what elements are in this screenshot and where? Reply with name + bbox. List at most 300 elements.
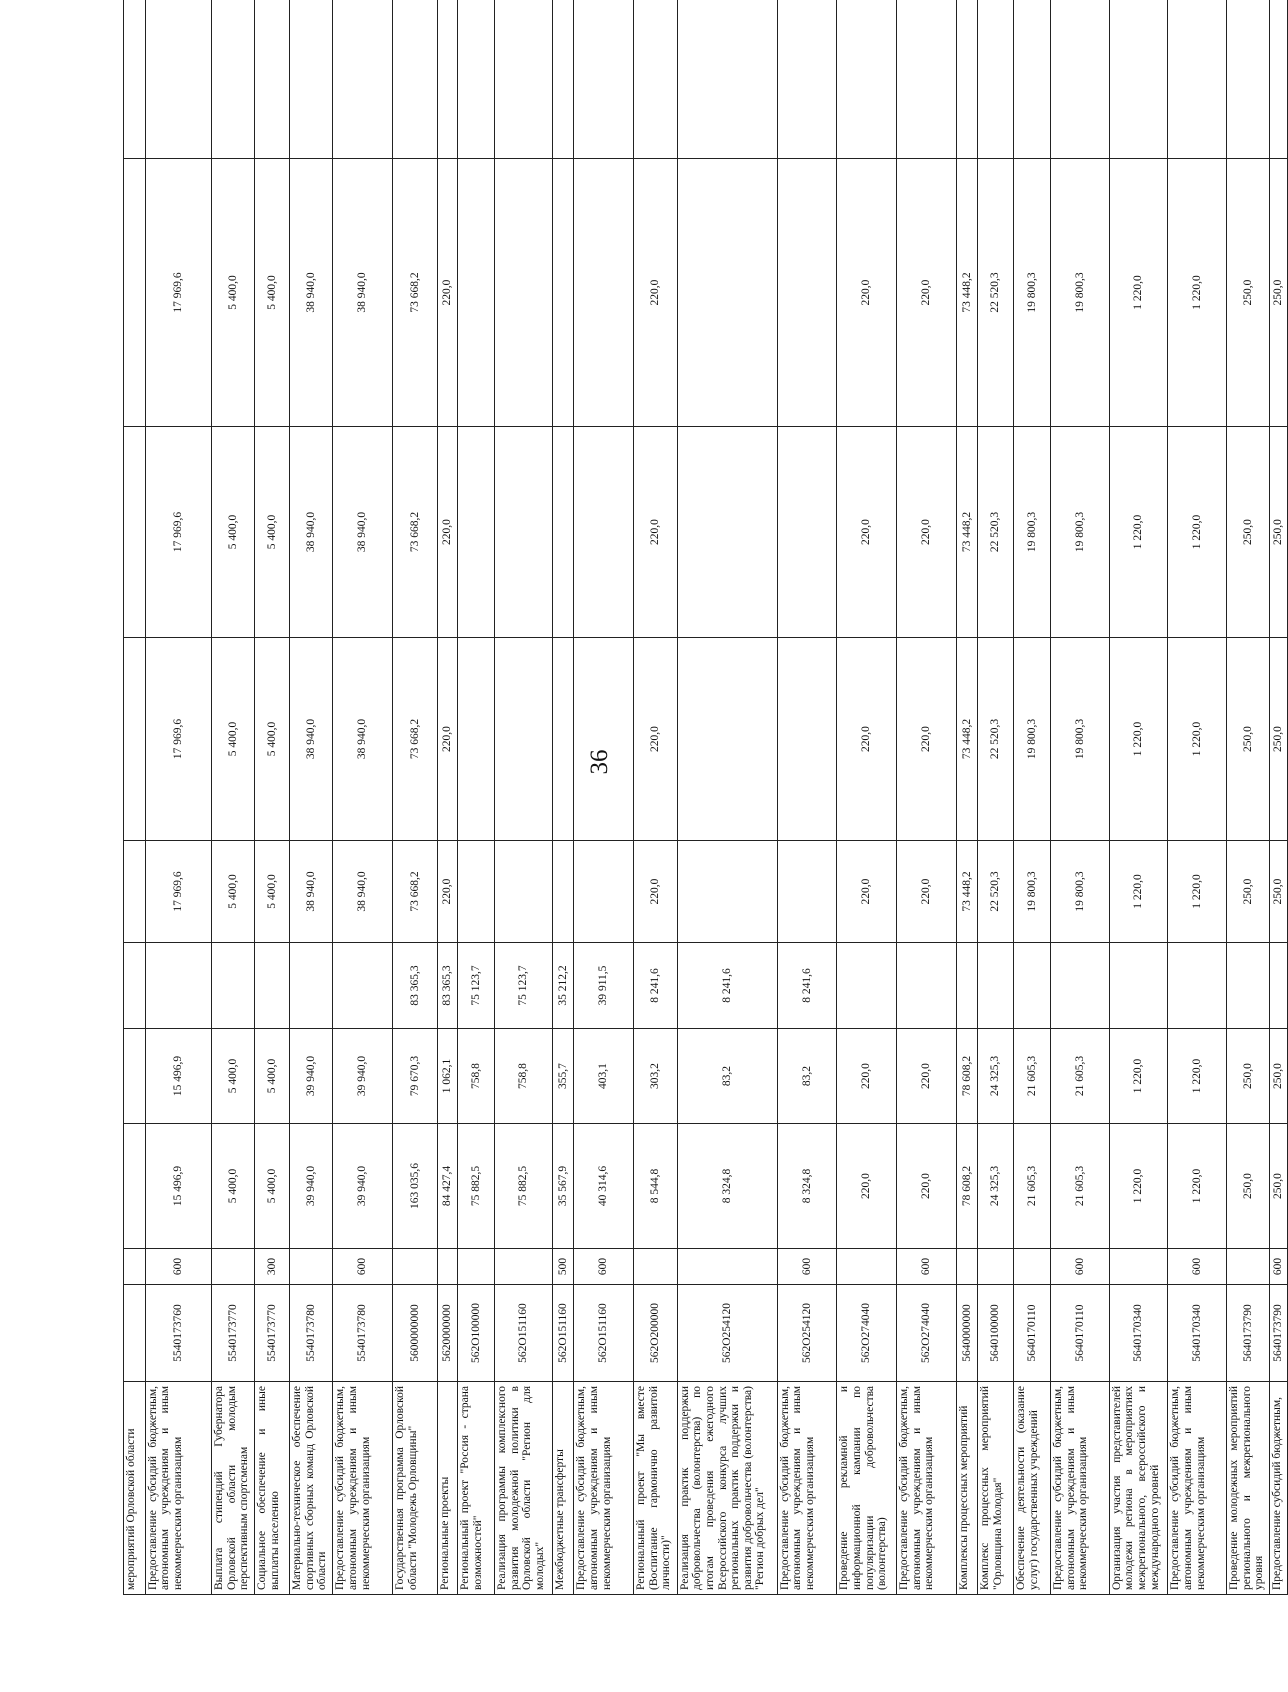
amount-cell-v2: 758,8 — [495, 1029, 553, 1124]
amount-cell-v4 — [458, 841, 495, 943]
amount-cell-v2: 39 940,0 — [333, 1029, 393, 1124]
amount-cell-v2: 21 605,3 — [1014, 1029, 1051, 1124]
target-code-cell: 5640170340 — [1109, 1285, 1168, 1382]
amount-cell-v5 — [124, 638, 146, 841]
row-name-cell: Социальное обеспечение и иные выплаты населению — [255, 1382, 290, 1595]
amount-cell-v7: 38 940,0 — [333, 159, 393, 427]
amount-cell-v6 — [677, 427, 777, 638]
expense-type-cell — [1014, 1249, 1051, 1285]
amount-cell-v4: 19 800,3 — [1014, 841, 1051, 943]
amount-cell-v5: 220,0 — [634, 638, 677, 841]
table-row — [124, 0, 146, 1595]
amount-cell-v3 — [978, 943, 1014, 1029]
empty-cell — [437, 0, 458, 159]
row-name-cell: Региональные проекты — [437, 1382, 458, 1595]
amount-cell-v6 — [777, 427, 837, 638]
target-code-cell: 5640173790 — [1270, 1285, 1288, 1382]
amount-cell-v4: 17 969,6 — [145, 841, 211, 943]
amount-cell-v4 — [677, 841, 777, 943]
expense-type-cell: 600 — [896, 1249, 956, 1285]
table-row — [1014, 0, 1051, 1595]
row-name-cell: Предоставление субсидий бюджетным, автономным учреждениям и иным некоммерческим организациям — [574, 1382, 634, 1595]
expense-type-cell: 600 — [574, 1249, 634, 1285]
amount-cell-v7 — [458, 159, 495, 427]
amount-cell-v5: 5 400,0 — [211, 638, 254, 841]
target-code-cell: 5640173790 — [1227, 1285, 1270, 1382]
row-name-cell: Предоставление субсидий бюджетным, автономным учреждениям и иным некоммерческим организациям — [145, 1382, 211, 1595]
empty-cell — [552, 0, 574, 159]
amount-cell-v3: 75 123,7 — [495, 943, 553, 1029]
expense-type-cell — [211, 1249, 254, 1285]
expense-type-cell — [495, 1249, 553, 1285]
amount-cell-v3 — [1270, 943, 1288, 1029]
table-row — [677, 0, 777, 1595]
amount-cell-v5: 73 668,2 — [393, 638, 438, 841]
table-row — [211, 0, 254, 1595]
amount-cell-v2: 1 220,0 — [1168, 1029, 1227, 1124]
expense-type-cell — [437, 1249, 458, 1285]
row-name-cell: Межбюджетные трансферты — [552, 1382, 574, 1595]
target-code-cell: 562O254120 — [677, 1285, 777, 1382]
table-row — [1270, 0, 1288, 1595]
amount-cell-v3: 83 365,3 — [437, 943, 458, 1029]
amount-cell-v2: 5 400,0 — [255, 1029, 290, 1124]
amount-cell-v1: 5 400,0 — [211, 1124, 254, 1249]
amount-cell-v2: 758,8 — [458, 1029, 495, 1124]
amount-cell-v7 — [552, 159, 574, 427]
empty-cell — [495, 0, 553, 159]
amount-cell-v1: 5 400,0 — [255, 1124, 290, 1249]
expense-type-cell — [393, 1249, 438, 1285]
amount-cell-v1: 39 940,0 — [290, 1124, 333, 1249]
amount-cell-v5 — [552, 638, 574, 841]
table-row — [333, 0, 393, 1595]
empty-cell — [1109, 0, 1168, 159]
empty-cell — [1227, 0, 1270, 159]
expense-type-cell — [1227, 1249, 1270, 1285]
amount-cell-v6: 38 940,0 — [290, 427, 333, 638]
table-row — [634, 0, 677, 1595]
amount-cell-v4: 19 800,3 — [1051, 841, 1110, 943]
amount-cell-v1: 250,0 — [1270, 1124, 1288, 1249]
empty-cell — [1051, 0, 1110, 159]
empty-cell — [1168, 0, 1227, 159]
rotated-table-wrapper — [123, 0, 1288, 1595]
row-name-cell: Региональный проект "Мы вместе (Воспитание гармонично развитой личности)" — [634, 1382, 677, 1595]
amount-cell-v3 — [896, 943, 956, 1029]
amount-cell-v4: 220,0 — [634, 841, 677, 943]
amount-cell-v3: 75 123,7 — [458, 943, 495, 1029]
amount-cell-v5 — [777, 638, 837, 841]
empty-cell — [211, 0, 254, 159]
amount-cell-v1: 250,0 — [1227, 1124, 1270, 1249]
row-name-cell: мероприятий Орловской области — [124, 1382, 146, 1595]
table-row — [437, 0, 458, 1595]
table-row — [495, 0, 553, 1595]
amount-cell-v7: 250,0 — [1270, 159, 1288, 427]
amount-cell-v3: 8 241,6 — [634, 943, 677, 1029]
amount-cell-v1: 1 220,0 — [1168, 1124, 1227, 1249]
empty-cell — [956, 0, 978, 159]
amount-cell-v6: 73 448,2 — [956, 427, 978, 638]
amount-cell-v2: 78 608,2 — [956, 1029, 978, 1124]
amount-cell-v7: 19 800,3 — [1014, 159, 1051, 427]
amount-cell-v5: 1 220,0 — [1168, 638, 1227, 841]
amount-cell-v3 — [1109, 943, 1168, 1029]
amount-cell-v3: 35 212,2 — [552, 943, 574, 1029]
table-row — [1051, 0, 1110, 1595]
amount-cell-v4: 250,0 — [1270, 841, 1288, 943]
amount-cell-v1: 21 605,3 — [1014, 1124, 1051, 1249]
amount-cell-v7: 5 400,0 — [211, 159, 254, 427]
amount-cell-v4: 22 520,3 — [978, 841, 1014, 943]
amount-cell-v4 — [777, 841, 837, 943]
empty-cell — [255, 0, 290, 159]
amount-cell-v4 — [495, 841, 553, 943]
amount-cell-v4 — [574, 841, 634, 943]
amount-cell-v5: 220,0 — [837, 638, 897, 841]
amount-cell-v5: 250,0 — [1270, 638, 1288, 841]
expense-type-cell — [978, 1249, 1014, 1285]
amount-cell-v6: 250,0 — [1270, 427, 1288, 638]
amount-cell-v2: 83,2 — [777, 1029, 837, 1124]
amount-cell-v2: 250,0 — [1270, 1029, 1288, 1124]
target-code-cell: 562O254120 — [777, 1285, 837, 1382]
amount-cell-v1: 35 567,9 — [552, 1124, 574, 1249]
amount-cell-v6: 220,0 — [634, 427, 677, 638]
amount-cell-v1: 84 427,4 — [437, 1124, 458, 1249]
target-code-cell: 5540173780 — [333, 1285, 393, 1382]
row-name-cell: Предоставление субсидий бюджетным, автономным учреждениям и иным некоммерческим организациям — [1051, 1382, 1110, 1595]
row-name-cell: Выплата стипендий Губернатора Орловской области молодым перспективным спортсменам — [211, 1382, 254, 1595]
amount-cell-v1: 24 325,3 — [978, 1124, 1014, 1249]
amount-cell-v1: 1 220,0 — [1109, 1124, 1168, 1249]
amount-cell-v1: 40 314,6 — [574, 1124, 634, 1249]
empty-cell — [574, 0, 634, 159]
page-number: 36 — [586, 749, 613, 775]
amount-cell-v5: 38 940,0 — [290, 638, 333, 841]
amount-cell-v7 — [777, 159, 837, 427]
empty-cell — [124, 0, 146, 159]
amount-cell-v5: 22 520,3 — [978, 638, 1014, 841]
amount-cell-v7 — [495, 159, 553, 427]
expense-type-cell — [1109, 1249, 1168, 1285]
target-code-cell: 5540173780 — [290, 1285, 333, 1382]
amount-cell-v1: 15 496,9 — [145, 1124, 211, 1249]
target-code-cell — [124, 1285, 146, 1382]
amount-cell-v3: 8 241,6 — [677, 943, 777, 1029]
table-row — [393, 0, 438, 1595]
empty-cell — [1270, 0, 1288, 159]
amount-cell-v7: 22 520,3 — [978, 159, 1014, 427]
row-name-cell: Комплекс процессных мероприятий "Орловщина Молодая" — [978, 1382, 1014, 1595]
amount-cell-v6: 220,0 — [437, 427, 458, 638]
target-code-cell: 5620000000 — [437, 1285, 458, 1382]
amount-cell-v7: 220,0 — [634, 159, 677, 427]
target-code-cell: 562O151160 — [552, 1285, 574, 1382]
table-row — [255, 0, 290, 1595]
amount-cell-v1: 8 544,8 — [634, 1124, 677, 1249]
amount-cell-v6 — [495, 427, 553, 638]
row-name-cell: Реализация программы комплексного развития молодежной политики в Орловской области "Регион для молодых" — [495, 1382, 553, 1595]
target-code-cell: 5540173760 — [145, 1285, 211, 1382]
amount-cell-v5: 19 800,3 — [1014, 638, 1051, 841]
amount-cell-v5: 220,0 — [437, 638, 458, 841]
amount-cell-v5: 1 220,0 — [1109, 638, 1168, 841]
amount-cell-v2: 79 670,3 — [393, 1029, 438, 1124]
amount-cell-v2: 21 605,3 — [1051, 1029, 1110, 1124]
amount-cell-v3: 8 241,6 — [777, 943, 837, 1029]
amount-cell-v3 — [211, 943, 254, 1029]
table-row — [458, 0, 495, 1595]
amount-cell-v2: 303,2 — [634, 1029, 677, 1124]
amount-cell-v6: 5 400,0 — [211, 427, 254, 638]
amount-cell-v7: 73 668,2 — [393, 159, 438, 427]
amount-cell-v6: 17 969,6 — [145, 427, 211, 638]
target-code-cell: 562O274040 — [896, 1285, 956, 1382]
amount-cell-v6: 38 940,0 — [333, 427, 393, 638]
amount-cell-v1: 220,0 — [837, 1124, 897, 1249]
empty-cell — [393, 0, 438, 159]
row-name-cell: Обеспечение деятельности (оказание услуг) государственных учреждений — [1014, 1382, 1051, 1595]
amount-cell-v4: 220,0 — [896, 841, 956, 943]
amount-cell-v4: 220,0 — [437, 841, 458, 943]
target-code-cell: 5600000000 — [393, 1285, 438, 1382]
amount-cell-v5: 73 448,2 — [956, 638, 978, 841]
amount-cell-v1: 8 324,8 — [677, 1124, 777, 1249]
amount-cell-v5: 220,0 — [896, 638, 956, 841]
amount-cell-v6: 19 800,3 — [1014, 427, 1051, 638]
target-code-cell: 5540173770 — [211, 1285, 254, 1382]
amount-cell-v3 — [145, 943, 211, 1029]
amount-cell-v7: 73 448,2 — [956, 159, 978, 427]
amount-cell-v2: 24 325,3 — [978, 1029, 1014, 1124]
amount-cell-v7: 17 969,6 — [145, 159, 211, 427]
amount-cell-v5: 250,0 — [1227, 638, 1270, 841]
expense-type-cell: 500 — [552, 1249, 574, 1285]
amount-cell-v2 — [124, 1029, 146, 1124]
row-name-cell: Комплексы процессных мероприятий — [956, 1382, 978, 1595]
row-name-cell: Материально-техническое обеспечение спортивных сборных команд Орловской области — [290, 1382, 333, 1595]
empty-cell — [1014, 0, 1051, 159]
expense-type-cell — [837, 1249, 897, 1285]
amount-cell-v3 — [290, 943, 333, 1029]
amount-cell-v7: 220,0 — [896, 159, 956, 427]
table-body — [124, 0, 1288, 1595]
amount-cell-v5: 38 940,0 — [333, 638, 393, 841]
amount-cell-v4: 1 220,0 — [1109, 841, 1168, 943]
amount-cell-v2: 403,1 — [574, 1029, 634, 1124]
amount-cell-v1 — [124, 1124, 146, 1249]
row-name-cell: Региональный проект "Россия - страна возможностей" — [458, 1382, 495, 1595]
row-name-cell: Предоставление субсидий бюджетным, автономным учреждениям и иным некоммерческим организациям — [777, 1382, 837, 1595]
amount-cell-v6: 19 800,3 — [1051, 427, 1110, 638]
amount-cell-v6 — [552, 427, 574, 638]
table-row — [1227, 0, 1270, 1595]
amount-cell-v4: 73 448,2 — [956, 841, 978, 943]
amount-cell-v7: 220,0 — [837, 159, 897, 427]
empty-cell — [458, 0, 495, 159]
budget-table — [123, 0, 1288, 1595]
amount-cell-v3 — [255, 943, 290, 1029]
expense-type-cell — [124, 1249, 146, 1285]
expense-type-cell — [290, 1249, 333, 1285]
amount-cell-v3 — [956, 943, 978, 1029]
expense-type-cell: 600 — [1270, 1249, 1288, 1285]
amount-cell-v1: 75 882,5 — [458, 1124, 495, 1249]
expense-type-cell — [677, 1249, 777, 1285]
table-row — [978, 0, 1014, 1595]
table-row — [290, 0, 333, 1595]
amount-cell-v2: 220,0 — [896, 1029, 956, 1124]
empty-cell — [677, 0, 777, 159]
row-name-cell: Организация участия представителей молодежи региона в мероприятиях межрегионального, всероссийского и международного уровней — [1109, 1382, 1168, 1595]
row-name-cell: Предоставление субсидий бюджетным, автономным учреждениям и иным некоммерческим организациям — [896, 1382, 956, 1595]
target-code-cell: 562O274040 — [837, 1285, 897, 1382]
target-code-cell: 5640170110 — [1014, 1285, 1051, 1382]
table-row — [896, 0, 956, 1595]
amount-cell-v3: 83 365,3 — [393, 943, 438, 1029]
expense-type-cell: 600 — [777, 1249, 837, 1285]
target-code-cell: 5640000000 — [956, 1285, 978, 1382]
expense-type-cell — [458, 1249, 495, 1285]
amount-cell-v3 — [333, 943, 393, 1029]
expense-type-cell — [634, 1249, 677, 1285]
amount-cell-v1: 220,0 — [896, 1124, 956, 1249]
amount-cell-v2: 1 220,0 — [1109, 1029, 1168, 1124]
amount-cell-v5 — [574, 638, 634, 841]
empty-cell — [333, 0, 393, 159]
amount-cell-v2: 250,0 — [1227, 1029, 1270, 1124]
row-name-cell: Проведение рекламной и информационной кампании по популяризации добровольчества (волонтерства) — [837, 1382, 897, 1595]
amount-cell-v1: 78 608,2 — [956, 1124, 978, 1249]
amount-cell-v7: 38 940,0 — [290, 159, 333, 427]
target-code-cell: 562O151160 — [495, 1285, 553, 1382]
amount-cell-v2: 220,0 — [837, 1029, 897, 1124]
amount-cell-v4: 5 400,0 — [211, 841, 254, 943]
amount-cell-v1: 8 324,8 — [777, 1124, 837, 1249]
amount-cell-v7 — [574, 159, 634, 427]
amount-cell-v5: 19 800,3 — [1051, 638, 1110, 841]
target-code-cell: 5640170340 — [1168, 1285, 1227, 1382]
amount-cell-v3 — [1168, 943, 1227, 1029]
amount-cell-v7 — [124, 159, 146, 427]
target-code-cell: 5540173770 — [255, 1285, 290, 1382]
empty-cell — [634, 0, 677, 159]
amount-cell-v4 — [124, 841, 146, 943]
amount-cell-v2: 83,2 — [677, 1029, 777, 1124]
amount-cell-v5 — [677, 638, 777, 841]
table-row — [1109, 0, 1168, 1595]
empty-cell — [145, 0, 211, 159]
amount-cell-v1: 21 605,3 — [1051, 1124, 1110, 1249]
empty-cell — [978, 0, 1014, 159]
expense-type-cell: 300 — [255, 1249, 290, 1285]
amount-cell-v4: 1 220,0 — [1168, 841, 1227, 943]
expense-type-cell: 600 — [1051, 1249, 1110, 1285]
amount-cell-v6: 1 220,0 — [1168, 427, 1227, 638]
amount-cell-v6: 5 400,0 — [255, 427, 290, 638]
amount-cell-v7: 1 220,0 — [1109, 159, 1168, 427]
amount-cell-v5 — [458, 638, 495, 841]
amount-cell-v4: 38 940,0 — [290, 841, 333, 943]
amount-cell-v4: 73 668,2 — [393, 841, 438, 943]
amount-cell-v1: 39 940,0 — [333, 1124, 393, 1249]
row-name-cell: Реализация практик поддержки добровольчества (волонтерства) по итогам проведения ежегодного Всероссийского конкурса лучших региональных практик поддержки и развития добровольчества (волонтерства) "Регион добрых дел" — [677, 1382, 777, 1595]
empty-cell — [896, 0, 956, 159]
row-name-cell: Предоставление субсидий бюджетным, — [1270, 1382, 1288, 1595]
table-row — [574, 0, 634, 1595]
amount-cell-v1: 163 035,6 — [393, 1124, 438, 1249]
amount-cell-v3: 39 911,5 — [574, 943, 634, 1029]
amount-cell-v2: 39 940,0 — [290, 1029, 333, 1124]
table-row — [552, 0, 574, 1595]
amount-cell-v4: 220,0 — [837, 841, 897, 943]
amount-cell-v6: 250,0 — [1227, 427, 1270, 638]
amount-cell-v3 — [1014, 943, 1051, 1029]
amount-cell-v3 — [1227, 943, 1270, 1029]
amount-cell-v4: 38 940,0 — [333, 841, 393, 943]
empty-cell — [777, 0, 837, 159]
row-name-cell: Предоставление субсидий бюджетным, автономным учреждениям и иным некоммерческим организациям — [333, 1382, 393, 1595]
amount-cell-v2: 355,7 — [552, 1029, 574, 1124]
target-code-cell: 5640170110 — [1051, 1285, 1110, 1382]
amount-cell-v5: 17 969,6 — [145, 638, 211, 841]
amount-cell-v7: 250,0 — [1227, 159, 1270, 427]
row-name-cell: Проведение молодежных мероприятий регионального и межрегионального уровня — [1227, 1382, 1270, 1595]
amount-cell-v4 — [552, 841, 574, 943]
row-name-cell: Предоставление субсидий бюджетным, автономным учреждениям и иным некоммерческим организациям — [1168, 1382, 1227, 1595]
amount-cell-v4: 250,0 — [1227, 841, 1270, 943]
amount-cell-v5 — [495, 638, 553, 841]
amount-cell-v2: 5 400,0 — [211, 1029, 254, 1124]
target-code-cell: 562O200000 — [634, 1285, 677, 1382]
table-row — [837, 0, 897, 1595]
table-row — [956, 0, 978, 1595]
expense-type-cell: 600 — [1168, 1249, 1227, 1285]
amount-cell-v7 — [677, 159, 777, 427]
amount-cell-v6 — [574, 427, 634, 638]
table-row — [1168, 0, 1227, 1595]
amount-cell-v3 — [1051, 943, 1110, 1029]
amount-cell-v3 — [124, 943, 146, 1029]
amount-cell-v1: 75 882,5 — [495, 1124, 553, 1249]
amount-cell-v6: 220,0 — [837, 427, 897, 638]
expense-type-cell: 600 — [333, 1249, 393, 1285]
amount-cell-v7: 19 800,3 — [1051, 159, 1110, 427]
amount-cell-v5: 5 400,0 — [255, 638, 290, 841]
amount-cell-v2: 1 062,1 — [437, 1029, 458, 1124]
expense-type-cell — [956, 1249, 978, 1285]
amount-cell-v6: 1 220,0 — [1109, 427, 1168, 638]
amount-cell-v3 — [837, 943, 897, 1029]
target-code-cell: 562O151160 — [574, 1285, 634, 1382]
amount-cell-v4: 5 400,0 — [255, 841, 290, 943]
amount-cell-v6: 220,0 — [896, 427, 956, 638]
expense-type-cell: 600 — [145, 1249, 211, 1285]
empty-cell — [837, 0, 897, 159]
row-name-cell: Государственная программа Орловской области "Молодежь Орловщины" — [393, 1382, 438, 1595]
amount-cell-v6: 22 520,3 — [978, 427, 1014, 638]
empty-cell — [290, 0, 333, 159]
amount-cell-v6 — [458, 427, 495, 638]
amount-cell-v7: 5 400,0 — [255, 159, 290, 427]
table-row — [145, 0, 211, 1595]
amount-cell-v6: 73 668,2 — [393, 427, 438, 638]
table-row — [777, 0, 837, 1595]
amount-cell-v7: 1 220,0 — [1168, 159, 1227, 427]
target-code-cell: 562O100000 — [458, 1285, 495, 1382]
